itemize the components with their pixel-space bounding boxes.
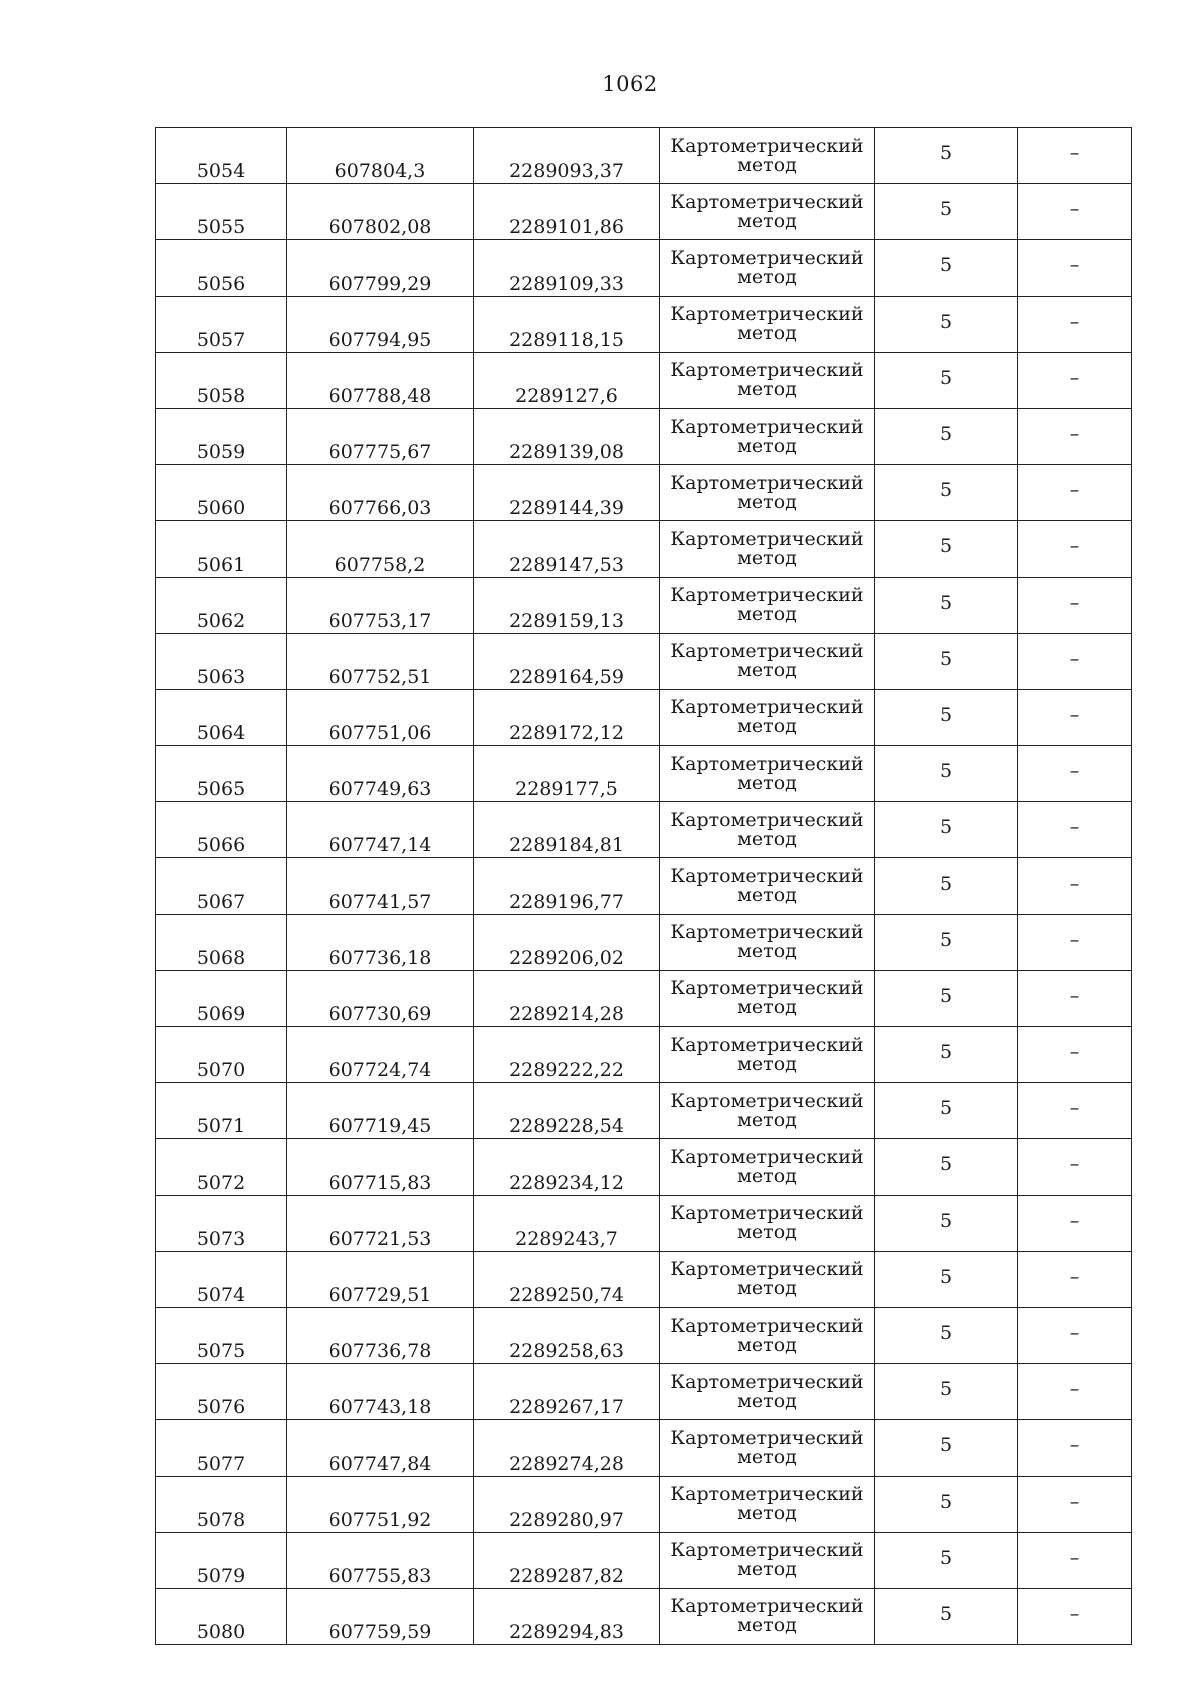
method-cell — [660, 1251, 875, 1307]
table-row — [156, 1532, 1132, 1588]
accuracy-cell: 5 — [875, 1027, 1018, 1083]
method-cell — [660, 352, 875, 408]
method-line-1: Картометрический — [670, 190, 864, 213]
method-line-2: метод — [737, 1333, 797, 1356]
method-line-1: Картометрический — [670, 1089, 864, 1112]
x-coordinate-cell: 607775,67 — [287, 408, 474, 464]
y-coordinate-cell: 2289222,22 — [474, 1027, 660, 1083]
y-coordinate-cell: 2289287,82 — [474, 1532, 660, 1588]
coordinates-table — [155, 127, 1132, 1645]
description-cell: – — [1018, 914, 1132, 970]
method-line-2: метод — [737, 1614, 797, 1637]
x-coordinate-cell: 607759,59 — [287, 1588, 474, 1644]
method-line-1: Картометрический — [670, 471, 864, 494]
method-line-2: метод — [737, 827, 797, 850]
y-coordinate-cell: 2289228,54 — [474, 1083, 660, 1139]
method-cell — [660, 408, 875, 464]
method-line-1: Картометрический — [670, 1426, 864, 1449]
method-line-1: Картометрический — [670, 1314, 864, 1337]
description-cell: – — [1018, 521, 1132, 577]
method-line-1: Картометрический — [670, 921, 864, 944]
accuracy-cell: 5 — [875, 802, 1018, 858]
point-number-cell: 5060 — [156, 465, 287, 521]
accuracy-cell: 5 — [875, 184, 1018, 240]
table-row — [156, 802, 1132, 858]
description-cell: – — [1018, 633, 1132, 689]
point-number-cell: 5072 — [156, 1139, 287, 1195]
y-coordinate-cell: 2289258,63 — [474, 1307, 660, 1363]
x-coordinate-cell: 607788,48 — [287, 352, 474, 408]
method-cell — [660, 689, 875, 745]
method-line-1: Картометрический — [670, 1595, 864, 1618]
method-line-1: Картометрический — [670, 584, 864, 607]
accuracy-cell: 5 — [875, 521, 1018, 577]
x-coordinate-cell: 607804,3 — [287, 128, 474, 184]
method-line-2: метод — [737, 1277, 797, 1300]
table-row — [156, 1139, 1132, 1195]
point-number-cell: 5073 — [156, 1195, 287, 1251]
x-coordinate-cell: 607736,78 — [287, 1307, 474, 1363]
x-coordinate-cell: 607752,51 — [287, 633, 474, 689]
description-cell: – — [1018, 1251, 1132, 1307]
point-number-cell: 5078 — [156, 1476, 287, 1532]
point-number-cell: 5067 — [156, 858, 287, 914]
accuracy-cell: 5 — [875, 408, 1018, 464]
x-coordinate-cell: 607741,57 — [287, 858, 474, 914]
accuracy-cell: 5 — [875, 128, 1018, 184]
table-row — [156, 1588, 1132, 1644]
x-coordinate-cell: 607755,83 — [287, 1532, 474, 1588]
table-row — [156, 914, 1132, 970]
method-line-1: Картометрический — [670, 808, 864, 831]
table-row — [156, 689, 1132, 745]
point-number-cell: 5076 — [156, 1364, 287, 1420]
method-cell — [660, 1027, 875, 1083]
y-coordinate-cell: 2289118,15 — [474, 296, 660, 352]
method-cell — [660, 1139, 875, 1195]
y-coordinate-cell: 2289206,02 — [474, 914, 660, 970]
y-coordinate-cell: 2289093,37 — [474, 128, 660, 184]
method-line-1: Картометрический — [670, 1145, 864, 1168]
x-coordinate-cell: 607721,53 — [287, 1195, 474, 1251]
accuracy-cell: 5 — [875, 1364, 1018, 1420]
coordinates-table-body — [156, 128, 1132, 1645]
method-line-2: метод — [737, 265, 797, 288]
point-number-cell: 5068 — [156, 914, 287, 970]
description-cell: – — [1018, 858, 1132, 914]
accuracy-cell: 5 — [875, 1251, 1018, 1307]
y-coordinate-cell: 2289177,5 — [474, 746, 660, 802]
table-row — [156, 577, 1132, 633]
description-cell: – — [1018, 1307, 1132, 1363]
y-coordinate-cell: 2289172,12 — [474, 689, 660, 745]
method-cell — [660, 1195, 875, 1251]
description-cell: – — [1018, 1532, 1132, 1588]
description-cell: – — [1018, 746, 1132, 802]
method-line-2: метод — [737, 490, 797, 513]
point-number-cell: 5077 — [156, 1420, 287, 1476]
y-coordinate-cell: 2289280,97 — [474, 1476, 660, 1532]
y-coordinate-cell: 2289234,12 — [474, 1139, 660, 1195]
x-coordinate-cell: 607799,29 — [287, 240, 474, 296]
point-number-cell: 5069 — [156, 970, 287, 1026]
table-row — [156, 352, 1132, 408]
method-line-1: Картометрический — [670, 134, 864, 157]
accuracy-cell: 5 — [875, 577, 1018, 633]
accuracy-cell: 5 — [875, 914, 1018, 970]
point-number-cell: 5066 — [156, 802, 287, 858]
method-line-2: метод — [737, 1221, 797, 1244]
accuracy-cell: 5 — [875, 746, 1018, 802]
method-line-2: метод — [737, 771, 797, 794]
table-row — [156, 1307, 1132, 1363]
method-line-2: метод — [737, 153, 797, 176]
description-cell: – — [1018, 1476, 1132, 1532]
x-coordinate-cell: 607736,18 — [287, 914, 474, 970]
method-cell — [660, 128, 875, 184]
table-row — [156, 296, 1132, 352]
description-cell: – — [1018, 1420, 1132, 1476]
method-cell — [660, 184, 875, 240]
description-cell: – — [1018, 184, 1132, 240]
accuracy-cell: 5 — [875, 1476, 1018, 1532]
description-cell: – — [1018, 689, 1132, 745]
point-number-cell: 5058 — [156, 352, 287, 408]
accuracy-cell: 5 — [875, 352, 1018, 408]
x-coordinate-cell: 607715,83 — [287, 1139, 474, 1195]
y-coordinate-cell: 2289127,6 — [474, 352, 660, 408]
method-line-2: метод — [737, 434, 797, 457]
y-coordinate-cell: 2289250,74 — [474, 1251, 660, 1307]
method-cell — [660, 1532, 875, 1588]
accuracy-cell: 5 — [875, 296, 1018, 352]
y-coordinate-cell: 2289164,59 — [474, 633, 660, 689]
y-coordinate-cell: 2289196,77 — [474, 858, 660, 914]
method-cell — [660, 1307, 875, 1363]
description-cell: – — [1018, 128, 1132, 184]
method-line-1: Картометрический — [670, 303, 864, 326]
point-number-cell: 5059 — [156, 408, 287, 464]
table-row — [156, 633, 1132, 689]
point-number-cell: 5065 — [156, 746, 287, 802]
method-line-1: Картометрический — [670, 359, 864, 382]
method-cell — [660, 858, 875, 914]
method-line-1: Картометрический — [670, 527, 864, 550]
method-line-2: метод — [737, 1445, 797, 1468]
point-number-cell: 5074 — [156, 1251, 287, 1307]
table-row — [156, 1027, 1132, 1083]
method-line-2: метод — [737, 940, 797, 963]
accuracy-cell: 5 — [875, 465, 1018, 521]
x-coordinate-cell: 607751,92 — [287, 1476, 474, 1532]
point-number-cell: 5061 — [156, 521, 287, 577]
point-number-cell: 5075 — [156, 1307, 287, 1363]
method-cell — [660, 802, 875, 858]
accuracy-cell: 5 — [875, 858, 1018, 914]
point-number-cell: 5063 — [156, 633, 287, 689]
x-coordinate-cell: 607747,14 — [287, 802, 474, 858]
method-line-1: Картометрический — [670, 1483, 864, 1506]
method-line-2: метод — [737, 322, 797, 345]
point-number-cell: 5057 — [156, 296, 287, 352]
method-line-1: Картометрический — [670, 696, 864, 719]
method-cell — [660, 1588, 875, 1644]
y-coordinate-cell: 2289274,28 — [474, 1420, 660, 1476]
point-number-cell: 5055 — [156, 184, 287, 240]
x-coordinate-cell: 607743,18 — [287, 1364, 474, 1420]
method-cell — [660, 240, 875, 296]
method-line-1: Картометрический — [670, 977, 864, 1000]
x-coordinate-cell: 607747,84 — [287, 1420, 474, 1476]
method-cell — [660, 746, 875, 802]
method-line-2: метод — [737, 659, 797, 682]
accuracy-cell: 5 — [875, 1139, 1018, 1195]
accuracy-cell: 5 — [875, 970, 1018, 1026]
accuracy-cell: 5 — [875, 1307, 1018, 1363]
method-line-2: метод — [737, 1052, 797, 1075]
method-line-2: метод — [737, 1389, 797, 1412]
method-cell — [660, 1476, 875, 1532]
method-cell — [660, 1364, 875, 1420]
table-row — [156, 1364, 1132, 1420]
x-coordinate-cell: 607719,45 — [287, 1083, 474, 1139]
x-coordinate-cell: 607729,51 — [287, 1251, 474, 1307]
y-coordinate-cell: 2289214,28 — [474, 970, 660, 1026]
x-coordinate-cell: 607794,95 — [287, 296, 474, 352]
y-coordinate-cell: 2289139,08 — [474, 408, 660, 464]
method-line-2: метод — [737, 1164, 797, 1187]
accuracy-cell: 5 — [875, 1195, 1018, 1251]
y-coordinate-cell: 2289147,53 — [474, 521, 660, 577]
table-row — [156, 1251, 1132, 1307]
x-coordinate-cell: 607730,69 — [287, 970, 474, 1026]
method-line-1: Картометрический — [670, 640, 864, 663]
x-coordinate-cell: 607753,17 — [287, 577, 474, 633]
method-line-2: метод — [737, 1558, 797, 1581]
method-line-1: Картометрический — [670, 1033, 864, 1056]
table-row — [156, 1420, 1132, 1476]
accuracy-cell: 5 — [875, 1588, 1018, 1644]
accuracy-cell: 5 — [875, 633, 1018, 689]
table-row — [156, 1083, 1132, 1139]
page-number: 1062 — [602, 72, 658, 96]
method-line-2: метод — [737, 378, 797, 401]
x-coordinate-cell: 607802,08 — [287, 184, 474, 240]
point-number-cell: 5070 — [156, 1027, 287, 1083]
table-row — [156, 240, 1132, 296]
method-line-2: метод — [737, 715, 797, 738]
x-coordinate-cell: 607751,06 — [287, 689, 474, 745]
accuracy-cell: 5 — [875, 240, 1018, 296]
table-row — [156, 970, 1132, 1026]
method-cell — [660, 1083, 875, 1139]
method-line-1: Картометрический — [670, 1202, 864, 1225]
method-cell — [660, 465, 875, 521]
description-cell: – — [1018, 1083, 1132, 1139]
method-line-2: метод — [737, 1502, 797, 1525]
method-line-2: метод — [737, 546, 797, 569]
point-number-cell: 5071 — [156, 1083, 287, 1139]
method-cell — [660, 970, 875, 1026]
description-cell: – — [1018, 970, 1132, 1026]
description-cell: – — [1018, 1139, 1132, 1195]
description-cell: – — [1018, 1364, 1132, 1420]
y-coordinate-cell: 2289144,39 — [474, 465, 660, 521]
x-coordinate-cell: 607749,63 — [287, 746, 474, 802]
method-cell — [660, 577, 875, 633]
method-line-2: метод — [737, 884, 797, 907]
description-cell: – — [1018, 352, 1132, 408]
method-line-1: Картометрический — [670, 246, 864, 269]
method-cell — [660, 521, 875, 577]
y-coordinate-cell: 2289294,83 — [474, 1588, 660, 1644]
method-line-1: Картометрический — [670, 1539, 864, 1562]
method-line-2: метод — [737, 209, 797, 232]
accuracy-cell: 5 — [875, 1532, 1018, 1588]
table-row — [156, 521, 1132, 577]
description-cell: – — [1018, 577, 1132, 633]
y-coordinate-cell: 2289159,13 — [474, 577, 660, 633]
x-coordinate-cell: 607724,74 — [287, 1027, 474, 1083]
method-line-1: Картометрический — [670, 415, 864, 438]
y-coordinate-cell: 2289109,33 — [474, 240, 660, 296]
description-cell: – — [1018, 296, 1132, 352]
method-line-1: Картометрический — [670, 1370, 864, 1393]
description-cell: – — [1018, 408, 1132, 464]
y-coordinate-cell: 2289267,17 — [474, 1364, 660, 1420]
method-line-1: Картометрический — [670, 865, 864, 888]
description-cell: – — [1018, 465, 1132, 521]
method-cell — [660, 1420, 875, 1476]
description-cell: – — [1018, 1027, 1132, 1083]
table-row — [156, 746, 1132, 802]
table-row — [156, 858, 1132, 914]
accuracy-cell: 5 — [875, 1420, 1018, 1476]
point-number-cell: 5062 — [156, 577, 287, 633]
table-row — [156, 128, 1132, 184]
method-line-2: метод — [737, 1108, 797, 1131]
description-cell: – — [1018, 240, 1132, 296]
y-coordinate-cell: 2289184,81 — [474, 802, 660, 858]
method-line-2: метод — [737, 996, 797, 1019]
point-number-cell: 5056 — [156, 240, 287, 296]
description-cell: – — [1018, 802, 1132, 858]
point-number-cell: 5079 — [156, 1532, 287, 1588]
method-cell — [660, 633, 875, 689]
table-row — [156, 184, 1132, 240]
accuracy-cell: 5 — [875, 689, 1018, 745]
accuracy-cell: 5 — [875, 1083, 1018, 1139]
point-number-cell: 5080 — [156, 1588, 287, 1644]
y-coordinate-cell: 2289101,86 — [474, 184, 660, 240]
point-number-cell: 5054 — [156, 128, 287, 184]
method-line-2: метод — [737, 603, 797, 626]
description-cell: – — [1018, 1588, 1132, 1644]
point-number-cell: 5064 — [156, 689, 287, 745]
method-line-1: Картометрический — [670, 1258, 864, 1281]
description-cell: – — [1018, 1195, 1132, 1251]
method-line-1: Картометрический — [670, 752, 864, 775]
table-row — [156, 408, 1132, 464]
x-coordinate-cell: 607766,03 — [287, 465, 474, 521]
y-coordinate-cell: 2289243,7 — [474, 1195, 660, 1251]
table-row — [156, 465, 1132, 521]
method-cell — [660, 296, 875, 352]
method-cell — [660, 914, 875, 970]
table-row — [156, 1476, 1132, 1532]
x-coordinate-cell: 607758,2 — [287, 521, 474, 577]
table-row — [156, 1195, 1132, 1251]
